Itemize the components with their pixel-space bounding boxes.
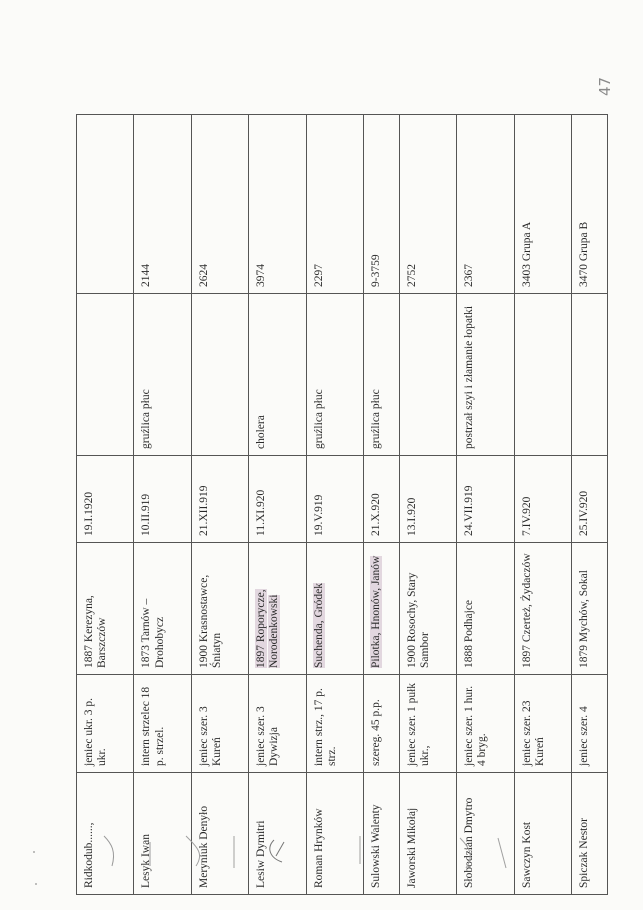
number-text: 2144 [140, 264, 153, 287]
birth-text: 1888 Podhajce [463, 599, 476, 668]
number-text: 2367 [463, 264, 476, 287]
unit-text: intern strz., 17 p. strz. [312, 688, 338, 766]
name-text: Jaworski Mikołaj [405, 807, 418, 888]
death-text: 21.X.920 [369, 493, 382, 536]
name-text: Słobodzian Dmytro [463, 797, 476, 888]
birth-text: 1897 Czerteż, Żydaczów [520, 553, 533, 668]
birth-text: 1887 Kerezyna, Barszczów [83, 595, 109, 668]
death-text: 11.XI.920 [255, 489, 268, 536]
name-text: Sulowski Walenty [369, 804, 382, 888]
name-text: Lesiw Dymitri [255, 820, 268, 888]
birth-text: 1900 Krasnostawce, Śniatyn [197, 574, 223, 668]
death-text: 19.I.1920 [83, 491, 95, 536]
unit-text: jeniec szer. 23 Kureń [520, 700, 546, 766]
name-text: Sawczyn Kost [520, 821, 533, 888]
unit-text: jeniec szer. 1 hur. 4 bryg. [463, 685, 489, 766]
unit-text: jeniec szer. 3 Kureń [197, 706, 223, 766]
birth-text: Pilotka, Hnonów, Janów [369, 555, 382, 668]
death-text: 21.XII.919 [197, 485, 210, 536]
name-text: Meryniuk Denyło [197, 805, 210, 888]
name-text: Ridkodub......, [83, 822, 95, 888]
number-text: 3974 [255, 264, 268, 287]
death-text: 10.II.919 [140, 493, 153, 536]
unit-text: intern strzelec 18 p. strzel. [140, 686, 166, 766]
number-text: 2297 [312, 264, 325, 287]
birth-text: 1879 Mychów, Sokal [577, 570, 590, 668]
birth-text: 1900 Rosochy, Stary Sambor [405, 572, 432, 668]
name-text: Spiczak Nestor [577, 818, 590, 888]
unit-text: jeniec ukr. 3 p. ukr. [83, 697, 109, 766]
unit-text: jeniec szer. 3 Dywizja [255, 706, 281, 766]
name-text: Lesyk Iwan [140, 834, 153, 888]
cause-text: gruźlica płuc [369, 389, 382, 449]
page-number: 47 [596, 76, 614, 96]
cause-text: postrzał szyi i złamanie łopatki [463, 305, 476, 449]
birth-text: Suchenda, Gródek [312, 583, 325, 668]
death-text: 25.IV.920 [577, 490, 590, 536]
number-text: 2624 [197, 264, 210, 287]
birth-text: 1897 Roporycze, Norodenkowski [255, 589, 281, 668]
death-text: 13.I.920 [405, 497, 418, 536]
unit-text: jeniec szer. 4 [577, 706, 590, 766]
unit-text: szereg. 45 p.p. [369, 699, 382, 766]
number-text: 2752 [405, 264, 418, 287]
cause-text: gruźlica płuc [312, 389, 325, 449]
number-text: 3470 Grupa B [577, 221, 590, 287]
unit-text: jeniec szer. 1 pułk ukr., [405, 682, 432, 766]
cause-text: gruźlica płuc [140, 389, 153, 449]
birth-text: 1873 Tarnów – Drohobycz [140, 598, 166, 668]
name-text: Roman Hrynków [312, 808, 325, 888]
number-text: 3403 Grupa A [520, 221, 533, 287]
death-text: 19.V.919 [312, 494, 325, 536]
death-text: 24.VII.919 [463, 485, 476, 536]
death-text: 7.IV.920 [520, 496, 533, 536]
number-text: 9-3759 [369, 254, 382, 287]
cause-text: cholera [255, 415, 268, 449]
